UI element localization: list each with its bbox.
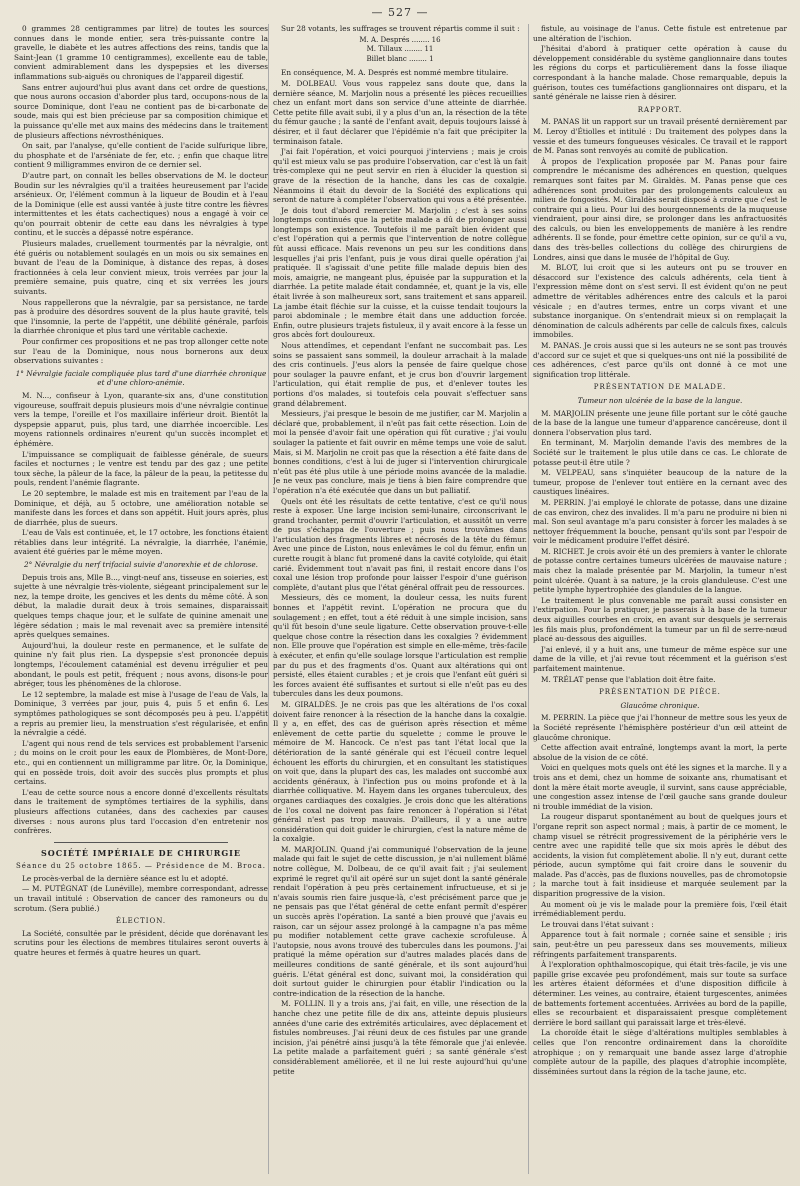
paragraph: L'agent qui nous rend de tels services est probablement l'arsenic ; du moins on le croit pour les eaux de Plombières, de Mont-Dore, etc., qui en contiennent un milligramme par litre. Or, la Dominique, qui en possède trois, doit avoir des succès plus prompts et plus certains. [14, 738, 268, 787]
paragraph: À propos de l'explication proposée par M. Panas pour faire comprendre le mécanisme des adhérences en question, quelques remarques sont faites par M. Giraldès. M. Panas pense que ces adhérences sont produites par des prolongements calculeux au milieu de fongosités. M. Giraldès serait disposé à croire que c'est le contraire qui a lieu. Pour lui des bourgeonnements de la muqueuse viendraient, pour ainsi dire, se prolonger dans les anfractuosités des calculs, ou bien les enveloppements de manière à les rendre adhérents. Il se fonde, pour émettre cette opinion, sur ce qu'il a vu, dans des très-belles collections du collège des chirurgiens de Londres, ainsi que dans le musée de l'hôpital de Guy. [533, 156, 787, 262]
paragraph: M. VELPEAU, sans s'inquiéter beaucoup de la nature de la tumeur, propose de l'enlever tout entière en la cernant avec des caustiques linéaires. [533, 468, 787, 497]
paragraph: M. PANAS. Je crois aussi que si les auteurs ne se sont pas trouvés d'accord sur ce sujet et que si quelques-uns ont nié la possibilité de ces adhérences, c'est parce qu'ils ont donné à ce mot une signification trop littérale. [533, 341, 787, 379]
paragraph: M. FOLLIN. Il y a trois ans, j'ai fait, en ville, une résection de la hanche chez une petite fille de dix ans, atteinte depuis plusieurs années d'une carie des extrémités articulaires, avec déplacement et fistules nombreuses. J'ai réuni deux de ces fistules par une grande incision, j'ai pénétré ainsi jusqu'à la tête fémorale que j'ai enlevée. La petite malade a parfaitement guéri ; sa santé générale s'est considérablement améliorée, et il ne lui reste aujourd'hui qu'une petite [273, 999, 527, 1076]
paragraph: L'impuissance se compliquait de faiblesse générale, de sueurs faciles et nocturnes ; le ventre est tendu par des gaz ; une petite toux sèche, la pâleur de la face, la pâleur de la peau, la petitesse du pouls, rendent l'anémie flagrante. [14, 449, 268, 488]
vote-line: Billet blanc ........ 1 [366, 54, 434, 63]
paragraph: M. TRÉLAT pense que l'ablation doit être faite. [541, 674, 716, 684]
piece-title: PRÉSENTATION DE PIÈCE. [599, 688, 721, 697]
paragraph: Je dois tout d'abord remercier M. Marjolin ; c'est à ses soins longtemps continués que la petite malade a dû de prolonger aussi longtemps son existence. Toutefois il me paraît bien évident que c'est l'opération qui a permis que l'intervention de notre collègue fût aussi efficace. Mais revenons un peu sur les conditions dans lesquelles j'ai pris l'enfant, puis je vous dirai quelle opération j'ai pratiquée. Il s'agissait d'une petite fille malade depuis bien des mois, amaigrie, ne mangeant plus, épuisée par la suppuration et la diarrhée. La petite malade était condamnée, et, quant je la vis, elle était livrée à son malheureux sort, sans traitement et sans appareil. La jambe était fléchie sur la cuisse, et la cuisse tendait toujours la paroi abdominale ; le membre était dans une adduction forcée. Enfin, outre plusieurs trajets fistuleux, il y avait encore à la fesse un gros abcès fort douloureux. [273, 205, 527, 340]
column-divider [268, 24, 269, 1174]
paragraph: Le traitement le plus convenable me paraît aussi consister en l'extirpation. Pour la pratiquer, je passerais à la base de la tumeur deux aiguilles courbes en croix, en avant sur desquels je serrerais les fils mais plus, profondément la tumeur par un fil de serre-nœud placé au-dessous des aiguilles. [533, 595, 787, 644]
paragraph: Quels ont été les résultats de cette tentative, c'est ce qu'il nous reste à exposer. Une large incision semi-lunaire, circonscrivant le grand trochanter, permit d'ouvrir l'articulation, et aussitôt un verre de pus s'échappa de l'ouverture ; puis nous trouvâmes dans l'articulation des fragments libres et nécrosés de la tête du fémur. Avec une pince de Liston, nous enlevâmes le col du fémur, enfin un curette rougit à blanc fut promené dans la cavité cotyloïde, qui était carié. Évidemment tout n'avait pas fini, il restait encore dans l'os coxal une lésion trop profonde pour laisser l'espoir d'une guérison complète, d'autant plus que l'état général offrait peu de ressources. [273, 496, 527, 592]
paragraph: Nous rappellerons que la névralgie, par sa persistance, ne tarde pas à produire des désordres souvent de la plus haute gravité, tels que l'insomnie, la perte de l'appétit, une débilité générale, parfois la diarrhée chronique et plus tard une véritable cachexie. [14, 297, 268, 336]
vote-line: M. Tillaux ........ 11 [366, 45, 434, 54]
paragraph: À l'exploration ophthalmoscopique, qui était très-facile, je vis une papille grise excavée peu profondément, mais sur toute sa surface les artères étaient déformées et d'une disposition difficile à déterminer. Les veines, au contraire, étaient turgescentes, animées de battements fortement accentuées. Arrivées au bord de la papille, elles se recourbaient et disparaissaient presque complètement derrière le bord saillant qui paraissait large et très-élevé. [533, 960, 787, 1027]
paragraph: M. GIRALDÈS. Je ne crois pas que les altérations de l'os coxal doivent faire renoncer à la résection de la hanche dans la coxalgie. Il y a, en effet, des cas de guérison après résection et même enlèvement de cette partie du squelette ; comme le prouve le mémoire de M. Hancock. Ce n'est pas tant l'état local que la détérioration de la santé générale qui est l'écueil contre lequel échouent les efforts du chirurgien, et en consultant les statistiques on voit que, dans la plupart des cas, les malades ont succombé aux accidents généraux, à l'infection pus ou moins profonde et à la diarrhée colliquative. M. Hayem dans les organes tuberculeux, des organes cardiaques des coxalgies. Je crois donc que les altérations de l'os coxal ne doivent pas faire renoncer à l'opération si l'état général n'est pas trop mauvais. D'ailleurs, il y a une autre considération qui doit guider le chirurgien, c'est la nature même de la coxalgie. [273, 699, 527, 844]
paragraph: fistule, au voisinage de l'anus. Cette fistule est entretenue par une altération de l'ischion. [533, 24, 787, 43]
paragraph: M. PERRIN. La pièce que j'ai l'honneur de mettre sous les yeux de la Société représente l'hémisphère postérieur d'un œil atteint de glaucôme chronique. [533, 713, 787, 742]
paragraph: Le 20 septembre, le malade est mis en traitement par l'eau de la Dominique, et déjà, au 5 octobre, une amélioration notable se manifeste dans les forces et dans son appétit. Huit jours après, plus de diarrhée, plus de sueurs. [14, 488, 268, 527]
observation-title: 1° Névralgie faciale compliquée plus tard d'une diarrhée chronique et d'une chloro-anémie. [15, 368, 267, 388]
paragraph: M. BLOT, lui croit que si les auteurs ont pu se trouver en désaccord sur l'existence des calculs adhérents, cela tient à l'expression même dont on s'est servi. Il est évident qu'on ne peut admettre de véritables adhérences entre des calculs et la paroi vésicale ; en d'autres termes, entre un corps vivant et une substance inorganique. On s'entendrait mieux si on remplaçait la dénomination de calculs adhérents par celle de calculs fixes, calculs immobiles. [533, 263, 787, 340]
column-divider [528, 24, 529, 1174]
paragraph: D'autre part, on connaît les belles observations de M. le docteur Boudin sur les névralgies qu'il a traitées heureusement par l'acide arsénieux. Or, l'élément commun à la liqueur de Boudin et à l'eau de la Dominique (elle est aussi vantée à juste titre contre les fièvres intermittentes et les états cachectiques) nous a engagé à voir ce qu'on pourrait obtenir de cette eau dans les névralgies à type continu, et le succès a dépassé notre espérance. [14, 170, 268, 238]
paragraph: Pour confirmer ces propositions et ne pas trop allonger cette note sur l'eau de la Dominique, nous nous bornerons aux deux observations suivantes : [14, 337, 268, 366]
paragraph: Messieurs, j'ai presque le besoin de me justifier, car M. Marjolin a déclaré que, probablement, il n'eût pas fait cette résection. Loin de moi la pensée d'avoir fait une opération qui fût curative ; j'ai voulu soulager la patiente et fait ouvrir en même temps une voie de salut. Mais, si M. Marjolin ne croit pas que la résection a été faite dans de bonnes conditions, c'est à lui de juger si l'intervention chirurgicale n'eût pas été plus utile à une période moins avancée de la maladie. Je ne veux pas conclure, mais je tiens à bien faire comprendre que l'opération n'a été exécutée que dans un but palliatif. [273, 409, 527, 495]
column-left [14, 24, 268, 1174]
section-divider [54, 842, 228, 843]
paragraph: Sans entrer aujourd'hui plus avant dans cet ordre de questions, que nous aurons occasion d'aborder plus tard, occupons-nous de la source Dominique, dont l'eau ne contient pas de bi-carbonate de soude, mais qui est bien précieuse par sa composition chimique et la puissance qu'elle met aux mains des médecins dans le traitement de plusieurs affections névrosthéniques. [14, 82, 268, 140]
paragraph: Depuis trois ans, Mlle B..., vingt-neuf ans, tisseuse en soieries, est sujette à une névralgie très-violente, siégeant principalement sur le nez, la tempe droite, les gencives et les dents du même côté. À son début, la maladie durait deux à trois semaines, disparaissait quelques temps chaque jour, et le sulfate de quinine amenait une légère sédation ; mais le mal revenait avec sa première intensité après quelques semaines. [14, 572, 268, 640]
paragraph: Cette affection avait entraîné, longtemps avant la mort, la perte absolue de la vision de ce côté. [533, 743, 787, 762]
paragraph: Le 12 septembre, la malade est mise à l'usage de l'eau de Vals, la Dominique, 3 verrées par jour, puis 4, puis 5 et enfin 6. Les symptômes pathologiques se sont décomposés peu à peu. L'appétit a repris au premier lieu, la menstruation s'est régularisée, et enfin la névralgie a cédé. [14, 689, 268, 738]
paragraph: — M. PUTÉGNAT (de Lunéville), membre correspondant, adresse un travail intitulé : Observation de cancer des ramoneurs ou du scrotum. (Sera publié.) [14, 884, 268, 913]
paragraph: Au moment où je vis le malade pour la première fois, l'œil était irrémédiablement perdu. [533, 899, 787, 919]
paragraph: J'ai fait l'opération, et voici pourquoi j'interviens ; mais je crois qu'il est mieux valu se pas produire l'observation, car c'est là un fait très-complexe qui ne peut servir en rien à élucider la question si grave de la résection de la hanche, dans les cas de coxalgie. Néanmoins il était du devoir de la Société des explications qui seront de nature à compléter l'observation qui vous a été présentée. [273, 147, 527, 205]
paragraph: J'hésitai d'abord à pratiquer cette opération à cause du développement considérable du système ganglionnaire dans toutes les régions du corps et particulièrement dans la fosse iliaque correspondant à la hanche malade. Chose remarquable, depuis la guérison, toutes ces tuméfactions ganglionnaires ont disparu, et la santé générale ne laisse rien à désirer. [533, 44, 787, 102]
paragraph: L'eau de Vals est continuée, et, le 17 octobre, les fonctions étaient rétablies dans leur intégrité. La névralgie, la diarrhée, l'anémie, avaient été guéries par le même moyen. [14, 528, 268, 557]
paragraph: La rougeur disparut spontanément au bout de quelques jours et l'organe reprit son aspect normal ; mais, à partir de ce moment, le champ visuel se rétrécit progressivement de la périphérie vers le centre avec une rapidité telle que six mois après le début des accidents, la vision fut complètement abolie. Il n'y eut, durant cette période, aucun symptôme qui fait croire dans le souvenir du malade. Pas d'accès, pas de fluxions nouvelles, pas de chromotopsie ; la marche tout à fait insidieuse et marquée seulement par la disparition progressive de la vision. [533, 812, 787, 899]
vote-results [273, 36, 527, 65]
paragraph: 0 grammes 28 centigrammes par litre) de toutes les sources connues dans le monde entier, sera très-puissante contre la gravelle, le diabète et les autres affections des reins, tandis que la Saint-Jean (1 gramme 10 centigrammes), excellente eau de table, convient admirablement dans les dyspepsies et les diverses inflammations sub-aiguës ou chroniques de l'appareil digestif. [14, 24, 268, 81]
paragraph: L'eau de cette source nous a encore donné d'excellents résultats dans le traitement de symptômes tertiaires de la syphilis, dans plusieurs affections cutanées, dans des cachexies par causes diverses : nous aurons plus tard l'occasion d'en entretenir nos confrères. [14, 787, 268, 836]
paragraph: On sait, par l'analyse, qu'elle contient de l'acide sulfurique libre, du phosphate et de l'arséniate de fer, etc. ; enfin que chaque litre contient 9 milligrammes environ de ce dernier sel. [14, 141, 268, 170]
tumeur-title: Tumeur non ulcérée de la base de la langue. [577, 395, 743, 405]
paragraph: J'ai enlevé, il y a huit ans, une tumeur de même espèce sur une dame de la ville, et j'ai revue tout récemment et la guérison s'est parfaitement maintenue. [533, 644, 787, 673]
rapport-title: RAPPORT. [637, 105, 683, 114]
paragraph: La Société, consultée par le président, décide que dorénavant les scrutins pour les élections de membres titulaires seront ouverts à quatre heures et fermés à quatre heures un quart. [14, 928, 268, 958]
paragraph: Le trouvai dans l'état suivant : [541, 919, 654, 929]
paragraph: Messieurs, dès ce moment, la douleur cessa, les nuits furent bonnes et l'appétit revint. L'opération ne procura que du soulagement ; en effet, tout a été réduit à une simple incision, sans qu'il fût besoin d'une seule ligature. Cette observation prouve-t-elle quelque chose contre la résection dans les coxalgies ? évidemment non. Elle prouve que l'opération est simple en elle-même, très-facile à exécuter, et enfin qu'elle soulage lorsque l'articulation est remplie par du pus et des fragments d'os. Quant aux altérations qui ont persisté, elles étaient curables ; et je crois que l'enfant eût guéri si les forces avaient été suffisantes et surtout si elle n'eût pas eu des tubercules dans les deux poumons. [273, 593, 527, 699]
paragraph: M. MARJOLIN. Quand j'ai communiqué l'observation de la jeune malade qui fait le sujet de cette discussion, je n'ai nullement blâmé notre collègue, M. Dolbeau, de ce qu'il avait fait ; j'ai seulement exprimé le regret qu'il ait opéré sur un sujet dont la santé générale rendait l'opération à peu près certainement infructueuse, et si je n'avais soumis rien faire jusque-là, c'est précisément parce que je ne pensais pas que l'état général de cette enfant permît d'espérer un succès après l'opération. La santé a bien prouvé que j'avais eu raison, car un séjour assez prolongé à la campagne n'a pas même pu modifier notablement cette grave cachexie scrofuleuse. À l'autopsie, nous avons trouvé des tubercules dans les poumons. J'ai pratiqué la même opération sur d'autres malades placés dans de meilleures conditions de santé générale, et ils sont aujourd'hui guéris. L'état général est donc, suivant moi, la considération qui doit surtout guider le chirurgien pour établir l'indication ou la contre-indication de la résection de la hanche. [273, 844, 527, 998]
paragraph: Apparence tout à fait normale ; cornée saine et sensible ; iris sain, peut-être un peu paresseux dans ses mouvements, milieux réfringents parfaitement transparents. [533, 930, 787, 959]
election-title: ÉLECTION. [115, 917, 167, 926]
paragraph: Sur 28 votants, les suffrages se trouvent répartis comme il suit : [281, 24, 520, 33]
paragraph: M. PANAS lit un rapport sur un travail présenté dernièrement par M. Leroy d'Étiolles et intitulé : Du traitement des polypes dans la vessie et des tumeurs fongueuses vésicales. Ce travail et le rapport de M. Panas sont renvoyés au comité de publication. [533, 117, 787, 156]
paragraph: M. PERRIN. J'ai employé le chlorate de potasse, dans une dizaine de cas environ, chez des invalides. Il m'a paru ne produire ni bien ni mal. Son seul avantage m'a paru consister à forcer les malades à se nettoyer fréquemment la bouche, pensant qu'ils sont par l'espoir de voir le médicament produire l'effet désiré. [533, 497, 787, 546]
paragraph: En terminant, M. Marjolin demande l'avis des membres de la Société sur le traitement le plus utile dans ce cas. Le chlorate de potasse peut-il être utile ? [533, 438, 787, 467]
paragraph: Nous attendîmes, et cependant l'enfant ne succombait pas. Les soins se passaient sans sommeil, la douleur arrachait à la malade des cris continuels. J'eus alors la pensée de faire quelque chose pour soulager la pauvre enfant, et je crus bon d'ouvrir largement l'articulation, qui était remplie de pus, et d'enlever toutes les portions d'os malades, si toutefois cela pouvait s'effectuer sans grand délabrement. [273, 341, 527, 408]
paragraph: La choroïde était le siège d'altérations multiples semblables à celles que l'on rencontre ordinairement dans la choroïdite atrophique ; on y remarquait une bande assez large d'atrophie complète autour de la papille, des plaques d'atrophie incomplète, disséminées surtout dans la région de la tache jaune, etc. [533, 1028, 787, 1076]
paragraph: M. MARJOLIN présente une jeune fille portant sur le côté gauche de la base de la langue une tumeur d'apparence cancéreuse, dont il donnera l'observation plus tard. [533, 408, 787, 437]
page-number: — 527 — [371, 6, 429, 19]
column-middle [273, 24, 527, 1174]
paragraph: Voici en quelques mots quels ont été les signes et la marche. Il y a trois ans et demi, chez un homme de soixante ans, rhumatisant et dont la mère était morte aveugle, il survint, sans cause appréciable, une congestion assez intense de l'œil gauche sans grande douleur ni trouble immédiat de la vision. [533, 763, 787, 811]
paragraph: Plusieurs malades, cruellement tourmentés par la névralgie, ont été guéris ou notablement soulagés en un mois ou six semaines en buvant de l'eau de la Dominique, à distance des repas, à doses fractionnées à cela leur convient mieux, trois verrées par jour la première semaine, puis quatre, cinq et six verrées les jours suivants. [14, 239, 268, 297]
glaucome-title: Glaucôme chronique. [620, 700, 700, 710]
paragraph: M. N..., confiseur à Lyon, quarante-six ans, d'une constitution vigoureuse, souffrait depuis plusieurs mois d'une névralgie continue vers la tempe, l'oreille et l'os maxillaire inférieur droit. Bientôt la dyspepsie apparut, puis, plus tard, une diarrhée incoercible. Les moyens rationnels ordinaires n'eurent qu'un succès incomplet et éphémère. [14, 390, 268, 448]
paragraph: Le procès-verbal de la dernière séance est lu et adopté. [22, 873, 229, 883]
paragraph: M. RICHET. Je crois avoir été un des premiers à vanter le chlorate de potasse contre certaines tumeurs ulcérées de mauvaise nature ; mais chez la malade présentée par M. Marjolin, la tumeur n'est point ulcérée. Quant à sa nature, je la crois glanduleuse. C'est une petite lymphe hypertrophiée des glandules de la langue. [533, 546, 787, 595]
session-line: Séance du 25 octobre 1865. — Présidence de M. Broca. [15, 862, 267, 871]
society-title: SOCIÉTÉ IMPÉRIALE DE CHIRURGIE [40, 847, 242, 858]
column-right [533, 24, 787, 1174]
paragraph: Aujourd'hui, la douleur reste en permanence, et le sulfate de quinine n'y fait plus rien. La dyspepsie s'est prononcée depuis longtemps, l'écoulement cataménial est devenu irrégulier et peu abondant, le pouls est petit, fréquent ; nous avons, disons-le pour abréger, tous les phénomènes de la chlorose. [14, 640, 268, 689]
paragraph: En conséquence, M. A. Després est nommé membre titulaire. [281, 68, 509, 78]
observation-title: 2° Névralgie du nerf trifacial suivie d'anorexhie et de chlorose. [24, 560, 258, 570]
paragraph: M. DOLBEAU. Vous vous rappelez sans doute que, dans la dernière séance, M. Marjolin nous a présenté les pièces recueillies chez un enfant mort dans son service d'une atteinte de diarrhée. Cette petite fille avait subi, il y a plus d'un an, la résection de la tête du fémur gauche ; la santé de l'enfant avait, depuis toujours laissé à désirer, et il faut déclarer que l'épidémie n'a fait que précipiter la terminaison fatale. [273, 78, 527, 146]
presentation-title: PRÉSENTATION DE MALADE. [593, 383, 727, 392]
vote-line: M. A. Després ........ 16 [359, 35, 441, 44]
